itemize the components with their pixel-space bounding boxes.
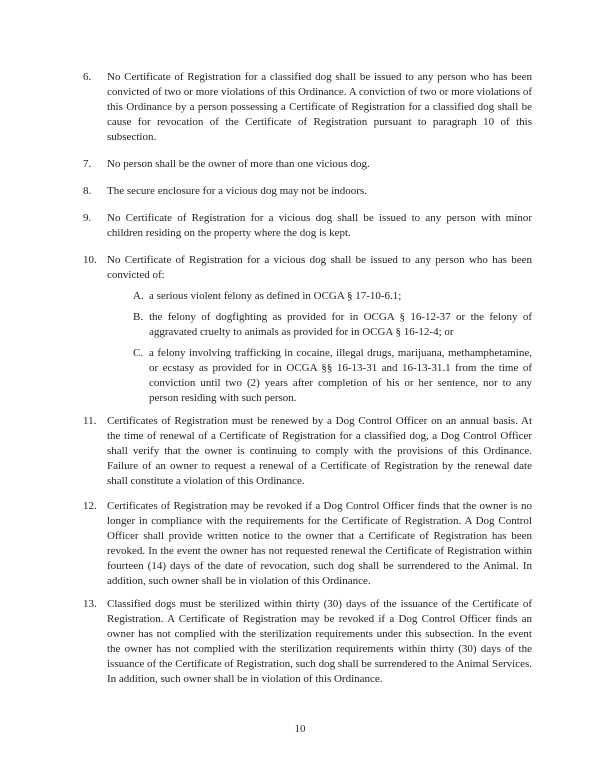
sub-item-b — [133, 310, 532, 340]
sub-item-text: a felony involving trafficking in cocaine, illegal drugs, marijuana, methamphetamine, or ecstasy as provided for in OCGA §§ 16-13-31 and 16-13-31.1 from the time of conviction until two (2) years after completion of his or her sentence, nor to any person residing with such person. — [149, 347, 532, 404]
item-number: 12. — [83, 500, 97, 512]
item-text: No Certificate of Registration for a classified dog shall be issued to any person who has been convicted of two or more violations of this Ordinance. A conviction of two or more violations of this Ordinance by a person possessing a Certificate of Registration for a classified dog shall be cause for revocation of the Certificate of Registration pursuant to paragraph 10 of this subsection. — [107, 71, 532, 143]
item-number: 7. — [83, 158, 92, 170]
list-item-10 — [83, 253, 532, 283]
item-number: 11. — [83, 415, 97, 427]
sub-item-letter: B. — [133, 311, 144, 323]
list-item-8 — [83, 184, 532, 199]
sub-item-text: a serious violent felony as defined in OCGA § 17-10-6.1; — [149, 290, 402, 302]
item-text: Certificates of Registration may be revoked if a Dog Control Officer finds that the owner is no longer in compliance with the requirements for the Certificate of Registration. A Dog Control Officer shall provide written notice to the owner that a Certificate of Registration has been revoked. In the event the owner has not requested renewal the Certificate of Registration within fourteen (14) days of the date of revocation, such dog shall be surrendered to the Animal. In addition, such owner shall be in violation of this Ordinance. — [107, 500, 532, 587]
item-text: Classified dogs must be sterilized within thirty (30) days of the issuance of the Certificate of Registration. A Certificate of Registration may be revoked if a Dog Control Officer finds an owner has not complied with the sterilization requirements under this subsection. In the event the owner has not complied with the sterilization requirements within thirty (30) days of the issuance of the Certificate of Registration, such dog shall be surrendered to the Animal Services. In addition, such owner shall be in violation of this Ordinance. — [107, 598, 532, 685]
sub-item-text: the felony of dogfighting as provided for in OCGA § 16-12-37 or the felony of aggravated cruelty to animals as provided for in OCGA § 16-12-4; or — [149, 311, 532, 338]
item-number: 9. — [83, 212, 92, 224]
list-item-13 — [83, 597, 532, 687]
item-text: No Certificate of Registration for a vicious dog shall be issued to any person who has been convicted of: — [107, 254, 532, 281]
list-item-6 — [83, 70, 532, 145]
item-number: 6. — [83, 71, 92, 83]
item-number: 13. — [83, 598, 97, 610]
item-text: No Certificate of Registration for a vicious dog shall be issued to any person with minor children residing on the property where the dog is kept. — [107, 212, 532, 239]
item-number: 10. — [83, 254, 97, 266]
page-number: 10 — [294, 723, 306, 735]
list-item-7 — [83, 157, 532, 172]
sub-item-a — [133, 289, 532, 304]
list-item-9 — [83, 211, 532, 241]
sub-item-letter: C. — [133, 347, 144, 359]
ordinance-list — [83, 70, 532, 699]
list-item-12 — [83, 499, 532, 589]
list-item-11 — [83, 414, 532, 489]
sub-item-letter: A. — [133, 290, 144, 302]
item-text: The secure enclosure for a vicious dog may not be indoors. — [107, 185, 367, 197]
item-number: 8. — [83, 185, 92, 197]
item-text: No person shall be the owner of more than one vicious dog. — [107, 158, 370, 170]
sub-item-c — [133, 346, 532, 406]
item-text: Certificates of Registration must be renewed by a Dog Control Officer on an annual basis. At the time of renewal of a Certificate of Registration for a classified dog, a Dog Control Officer shall verify that the owner is continuing to comply with the provisions of this Ordinance. Failure of an owner to request a renewal of a Certificate of Registration by the renewal date shall constitute a violation of this Ordinance. — [107, 415, 532, 487]
